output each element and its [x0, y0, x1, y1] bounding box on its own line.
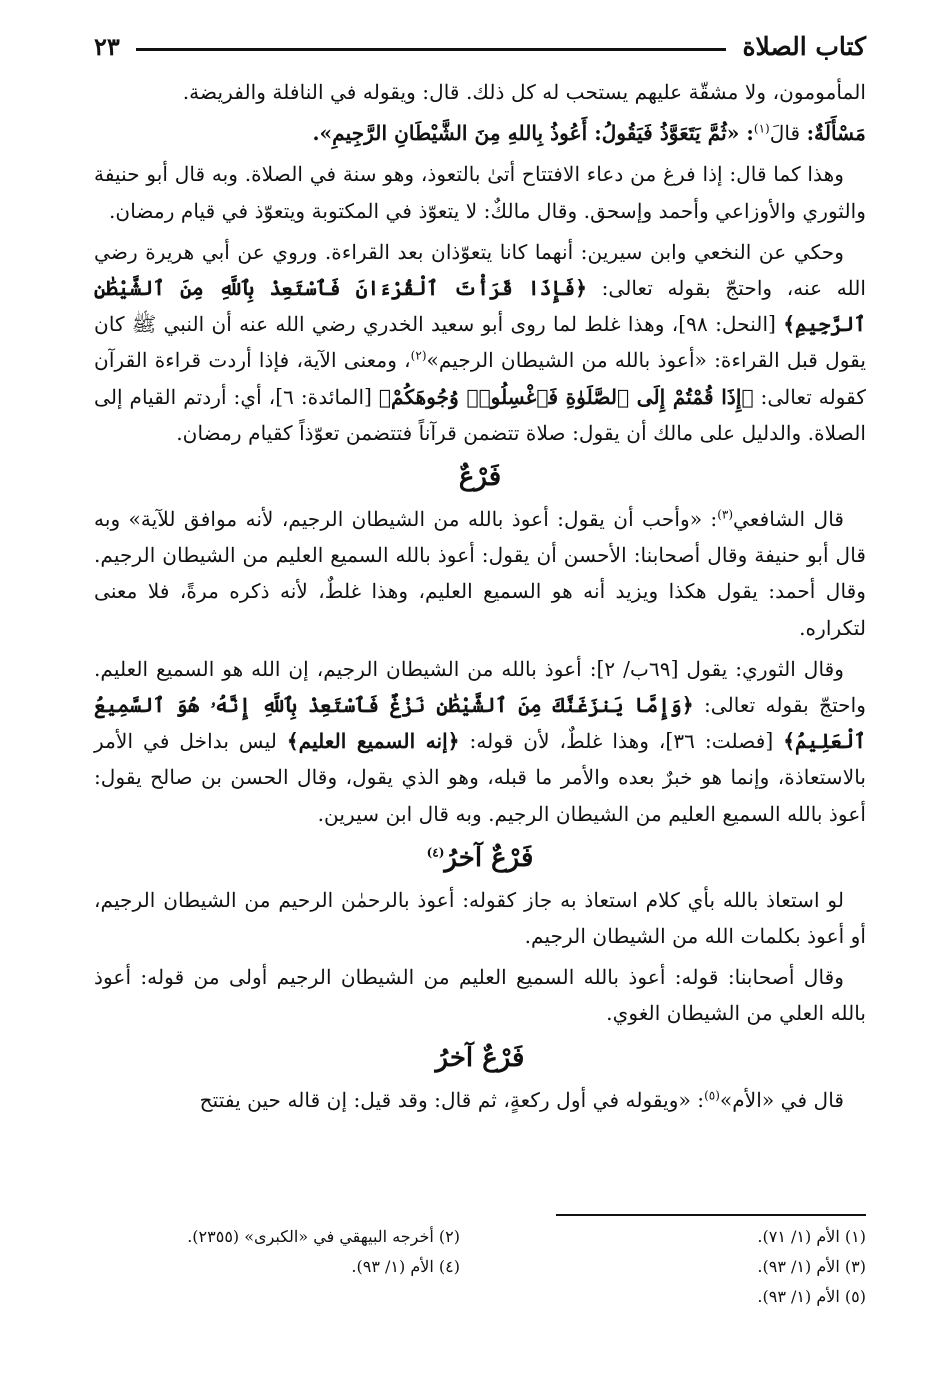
footnote-4: (٤) الأم (١/ ٩٣). — [351, 1257, 460, 1276]
footnote-list — [94, 1224, 866, 1310]
section-heading-far-3: فَرْعٌ آخرُ — [435, 1042, 525, 1073]
footnote-ref-3: (٣) — [717, 507, 734, 522]
running-title: كتاب الصلاة — [742, 31, 866, 61]
paragraph-4: وحكي عن النخعي وابن سيرين: أنهما كانا يتعوّذان بعد القراءة. وروي عن أبي هريرة رضي الله عنه، واحتجّ بقوله تعالى: ﴿فَإِذَا قَرَأْتَ ٱلْقُرْءَانَ فَٱسْتَعِذْ بِٱللَّهِ مِنَ ٱلشَّيْطَٰنِ ٱلرَّجِيمِ﴾ [النحل: ٩٨]، وهذا غلط لما روى أبو سعيد الخدري رضي الله عنه أن النبي ﷺ كان يقول قبل القراءة: «أعوذ بالله من الشيطان الرجيم»$^{(٢)}$، ومعنى الآية، فإذا أردت قراءة القرآن كقوله تعالى: ﴿إِذَا قُمْتُمْ إِلَى ٱلصَّلَوٰةِ فَٱغْسِلُوا۟ وُجُوهَكُمْ﴾ [المائدة: ٦]، أي: أردتم القيام إلى الصلاة. والدليل على مالك أن يقول: صلاة تتضمن قرآناً فتتضمن تعوّذاً كقيام رمضان. — [94, 239, 866, 445]
footnote-5: (٥) الأم (١/ ٩٣). — [757, 1287, 866, 1306]
page-header — [94, 28, 866, 64]
section-heading-far-2: فَرْعٌ آخرُ$^{(٤)}$ — [426, 842, 534, 873]
body-text — [94, 74, 866, 1118]
far1-paragraph-1: قال الشافعي$^{(٣)}$: «وأحب أن يقول: أعوذ بالله من الشيطان الرجيم، لأنه موافق للآية» وبه قال أبو حنيفة وقال أصحابنا: الأحسن أن يقول: أعوذ بالله السميع العليم من الشيطان الرجيم. وقال أحمد: يقول هكذا ويزيد أنه هو السميع العليم، وهذا غلطٌ، لأنه ذكره مرةً، فلا معنى لتكراره. — [94, 507, 866, 640]
masala-paragraph: مَسْأَلَةٌ: قالَ$^{(١)}$: «ثُمَّ يَتَعَوَّذُ فَيَقُولُ: أَعُوذُ بِاللهِ مِنَ الشَّيْطَانِ الرَّجِيمِ». — [312, 121, 866, 146]
far2-paragraph-1: لو استعاذ بالله بأي كلام استعاذ به جاز كقوله: أعوذ بالرحمٰن الرحيم من الشيطان الرجيم، أو أعوذ بكلمات الله من الشيطان الرجيم. — [94, 887, 866, 949]
paragraph-1: المأمومون، ولا مشقّة عليهم يستحب له كل ذلك. قال: ويقوله في النافلة والفريضة. — [182, 80, 866, 104]
section-heading-far-1: فَرْعٌ — [458, 462, 502, 493]
footnote-2: (٢) أخرجه البيهقي في «الكبرى» (٢٣٥٥). — [187, 1227, 460, 1246]
footnote-1: (١) الأم (١/ ٧١). — [757, 1227, 866, 1246]
far2-paragraph-2: وقال أصحابنا: قوله: أعوذ بالله السميع العليم من الشيطان الرجيم أولى من قوله: أعوذ بالله العلي من الشيطان الغوي. — [94, 965, 866, 1026]
footnote-ref-1: (١) — [753, 121, 770, 136]
footnote-ref-4: (٤) — [426, 845, 445, 860]
footnotes — [94, 1214, 866, 1310]
header-rule — [136, 48, 727, 51]
footnote-ref-5: (٥) — [704, 1087, 720, 1102]
footnote-3: (٣) الأم (١/ ٩٣). — [757, 1257, 866, 1276]
quran-verse-nahl: ﴿فَإِذَا قَرَأْتَ ٱلْقُرْءَانَ فَٱسْتَعِذْ بِٱللَّهِ مِنَ ٱلشَّيْطَٰنِ ٱلرَّجِيمِ﴾ — [94, 276, 866, 337]
far3-paragraph-1: قال في «الأم»$^{(٥)}$: «ويقوله في أول ركعةٍ، ثم قال: وقد قيل: إن قاله حين يفتتح — [199, 1087, 844, 1112]
paragraph-3: وهذا كما قال: إذا فرغ من دعاء الافتتاح أتىٰ بالتعوذ، وهو سنة في الصلاة. وبه قال أبو حنيفة والثوري والأوزاعي وأحمد وإسحق. وقال مالكٌ: لا يتعوّذ في المكتوبة ويتعوّذ في قيام رمضان. — [94, 162, 866, 223]
far1-paragraph-2: وقال الثوري: يقول [٦٩ب/ ٢]: أعوذ بالله من الشيطان الرجيم، إن الله هو السميع العليم. واحتجّ بقوله تعالى: ﴿وَإِمَّا يَنزَغَنَّكَ مِنَ ٱلشَّيْطَٰنِ نَزْغٌ فَٱسْتَعِذْ بِٱللَّهِ إِنَّهُۥ هُوَ ٱلسَّمِيعُ ٱلْعَلِيمُ﴾ [فصلت: ٣٦]، وهذا غلطٌ، لأن قوله: ﴿إنه السميع العليم﴾ ليس بداخل في الأمر بالاستعاذة، وإنما هو خبرٌ بعده والأمر ما قبله، وهو الذي يقول، وقال الحسن بن صالح يقول: أعوذ بالله السميع العليم من الشيطان الرجيم. وبه قال ابن سيرين. — [94, 656, 867, 826]
quran-verse-maidah: ﴿إِذَا قُمْتُمْ إِلَى ٱلصَّلَوٰةِ فَٱغْسِلُوا۟ وُجُوهَكُمْ﴾ — [378, 384, 754, 409]
matn-quote: : «ثُمَّ يَتَعَوَّذُ فَيَقُولُ: أَعُوذُ بِاللهِ مِنَ الشَّيْطَانِ الرَّجِيمِ». — [312, 121, 754, 146]
page-number: ٢٣ — [94, 31, 120, 61]
quoted-phrase: ﴿إنه السميع العليم﴾ — [286, 729, 460, 754]
footnote-rule — [556, 1214, 866, 1216]
masala-label: مَسْأَلَةٌ: — [806, 121, 866, 146]
quran-verse-fussilat: ﴿وَإِمَّا يَنزَغَنَّكَ مِنَ ٱلشَّيْطَٰنِ نَزْغٌ فَٱسْتَعِذْ بِٱللَّهِ إِنَّهُۥ هُوَ ٱلسَّمِيعُ ٱلْعَلِيمُ﴾ — [94, 693, 866, 754]
footnote-ref-2: (٢) — [410, 348, 427, 363]
